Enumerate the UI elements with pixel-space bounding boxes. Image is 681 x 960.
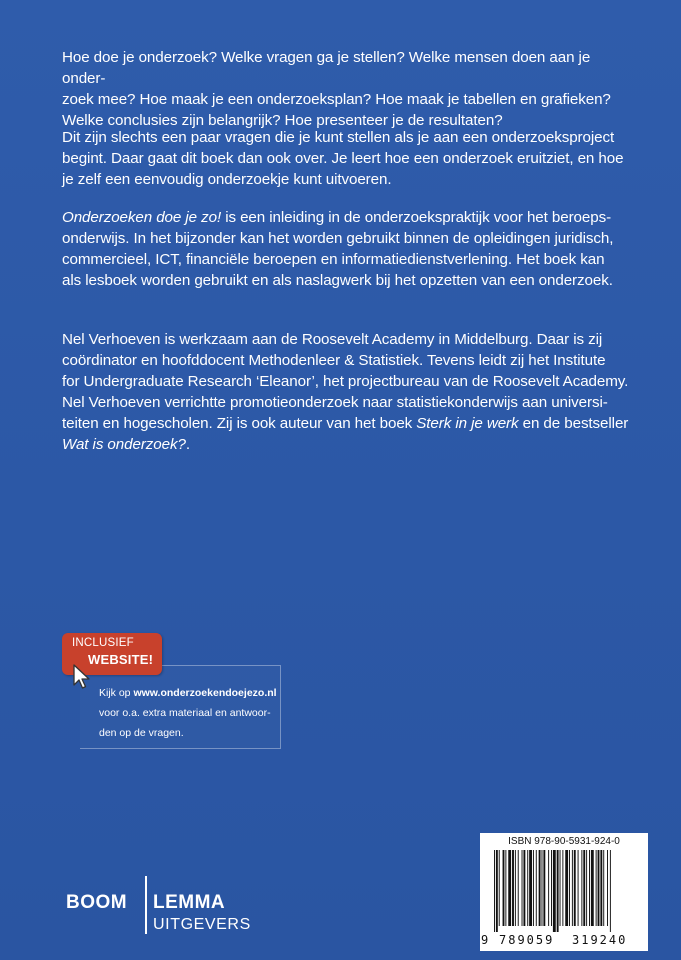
logo-uitgevers: UITGEVERS bbox=[153, 916, 251, 933]
barcode-bar bbox=[569, 850, 570, 926]
barcode-bar bbox=[553, 850, 556, 932]
barcode-bar bbox=[607, 850, 608, 926]
barcode-bar bbox=[536, 850, 537, 926]
promo-line-1 bbox=[99, 683, 329, 703]
barcode-bar bbox=[562, 850, 563, 926]
author-bio-connector: en de bestseller bbox=[522, 415, 629, 432]
other-book-title-2: Wat is onderzoek? bbox=[62, 436, 186, 453]
barcode-bar bbox=[560, 850, 561, 926]
barcode-bar bbox=[565, 850, 568, 926]
intro-questions-paragraph: Hoe doe je onderzoek? Welke vragen ga je stellen? Welke mensen doen aan je onder- zoek mee? Hoe maak je een onderzoeksplan? Hoe maak je tabellen en grafieken? Welke conclusies zijn belangrijk? Hoe presenteer je de resultaten? bbox=[62, 49, 611, 129]
promo-line-3: den op de vragen. bbox=[99, 727, 184, 739]
logo-boom: BOOM bbox=[66, 892, 128, 913]
barcode-bar bbox=[551, 850, 552, 926]
badge-bottom-text: WEBSITE! bbox=[88, 652, 154, 667]
barcode-bar bbox=[518, 850, 519, 926]
barcode-bar bbox=[533, 850, 534, 926]
barcode-bar bbox=[499, 850, 500, 926]
promo-prefix: Kijk op bbox=[99, 687, 134, 699]
barcode-bar bbox=[586, 850, 587, 926]
barcode-bars bbox=[488, 850, 640, 932]
author-bio-end: . bbox=[185, 436, 190, 453]
barcode-bar bbox=[503, 850, 505, 926]
barcode-bar bbox=[529, 850, 532, 926]
barcode-bar bbox=[603, 850, 604, 926]
author-bio-paragraph bbox=[62, 329, 632, 455]
intro-description-paragraph: Dit zijn slechts een paar vragen die je kunt stellen als je aan een onderzoeksproject begint. Daar gaat dit boek dan ook over. Je leert hoe een onderzoek eruitziet, en hoe je zelf een eenvoudig onderzoekje kunt uitvoeren. bbox=[62, 129, 624, 188]
barcode-bar bbox=[581, 850, 582, 926]
book-title: Onderzoeken doe je zo! bbox=[62, 209, 222, 226]
barcode-bar bbox=[494, 850, 495, 932]
barcode-bar bbox=[496, 850, 498, 932]
barcode-left-digits: 789059 bbox=[499, 933, 555, 947]
barcode-bar bbox=[589, 850, 590, 926]
badge-top-text: INCLUSIEF bbox=[72, 637, 134, 649]
barcode-bar bbox=[515, 850, 516, 926]
barcode-bar bbox=[539, 850, 541, 926]
isbn-number: ISBN 978-90-5931-924-0 bbox=[508, 836, 620, 847]
barcode-bar bbox=[578, 850, 579, 926]
barcode-bar bbox=[598, 850, 600, 926]
book-description-paragraph bbox=[62, 207, 632, 291]
barcode-bar bbox=[600, 850, 602, 926]
author-bio-text: Nel Verhoeven is werkzaam aan de Roosevelt Academy in Middelburg. Daar is zij coördinator en hoofddocent Methodenleer & Statistiek. Tevens leidt zij het Institute for Undergraduate Research ‘Eleanor’, het projectbureau van de Roosevelt Academy. Nel Verhoeven verrichtte promotieonderzoek naar statistiekonderwijs aan universi- teiten en hogescholen. Zij is ook auteur van het boek bbox=[62, 331, 629, 432]
barcode-bar bbox=[572, 850, 573, 926]
other-book-title-1: Sterk in je werk bbox=[416, 415, 519, 432]
barcode-first-digit: 9 bbox=[481, 933, 489, 947]
barcode-bar bbox=[543, 850, 545, 926]
promo-text bbox=[99, 683, 329, 743]
publisher-logo bbox=[66, 876, 266, 936]
barcode-bar bbox=[557, 850, 559, 932]
website-link[interactable]: www.onderzoekendoejezo.nl bbox=[133, 687, 277, 699]
barcode-bar bbox=[548, 850, 549, 926]
barcode-bar bbox=[505, 850, 506, 926]
barcode-bar bbox=[610, 850, 611, 932]
barcode-bar bbox=[523, 850, 525, 926]
book-description-text: is een inleiding in de onderzoekspraktijk voor het beroeps- onderwijs. In het bijzonder kan het worden gebruikt binnen de opleidingen juridisch, commercieel, ICT, financiële beroepen en informatiedienstverlening. Het boek kan als lesboek worden gebruikt en als naslagwerk bij het opzetten van een onderzoek. bbox=[62, 209, 614, 289]
barcode-bar bbox=[508, 850, 511, 926]
logo-divider bbox=[145, 876, 147, 934]
barcode-bar bbox=[527, 850, 528, 926]
mouse-pointer-icon bbox=[72, 663, 92, 691]
barcode-bar bbox=[583, 850, 585, 926]
barcode-bar bbox=[591, 850, 594, 926]
barcode-bar bbox=[596, 850, 597, 926]
logo-lemma: LEMMA bbox=[153, 892, 226, 913]
barcode-bar bbox=[574, 850, 576, 926]
promo-line-2: voor o.a. extra materiaal en antwoor- bbox=[99, 707, 271, 719]
barcode-bar bbox=[522, 850, 523, 926]
barcode-bar bbox=[512, 850, 514, 926]
website-promo bbox=[62, 633, 277, 748]
isbn-barcode bbox=[480, 833, 648, 951]
barcode-bar bbox=[542, 850, 543, 926]
barcode-right-digits: 319240 bbox=[572, 933, 628, 947]
